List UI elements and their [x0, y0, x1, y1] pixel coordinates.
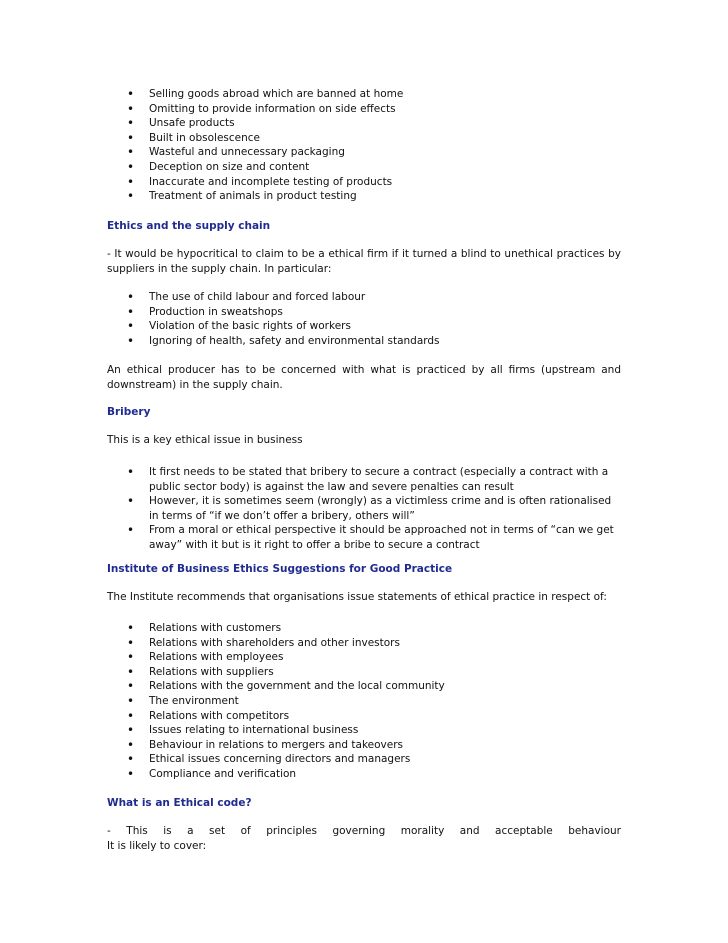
list-item-text: Relations with shareholders and other investors	[149, 636, 400, 649]
list-item	[107, 131, 621, 146]
bullet-icon: •	[127, 145, 135, 160]
list-item	[107, 679, 621, 694]
list-item	[107, 723, 621, 738]
list-item	[107, 694, 621, 709]
list-item-text: Deception on size and content	[149, 160, 310, 173]
list-item-text: Violation of the basic rights of workers	[149, 320, 351, 333]
list-item	[107, 334, 621, 349]
list-item	[107, 709, 621, 724]
list-item	[107, 665, 621, 680]
heading-institute: Institute of Business Ethics Suggestions for Good Practice	[107, 563, 453, 575]
bullet-icon: •	[127, 621, 135, 635]
bullet-icon: •	[127, 752, 135, 767]
list-item-text: The use of child labour and forced labour	[149, 291, 366, 303]
list-item-text: It first needs to be stated that bribery to secure a contract (especially a contract with a public sector body) is against the law and severe penalties can result	[149, 466, 609, 493]
bullet-icon: •	[127, 465, 135, 479]
list-item-text: Relations with employees	[149, 651, 284, 664]
list-item	[107, 87, 621, 102]
heading-bribery: Bribery	[107, 406, 151, 418]
bribery-intro: This is a key ethical issue in business	[107, 434, 303, 446]
list-item	[107, 102, 621, 117]
list-item	[107, 189, 621, 204]
bullet-icon: •	[127, 523, 135, 538]
supply-chain-list	[107, 290, 621, 348]
list-item-text: From a moral or ethical perspective it should be approached not in terms of “can we get away” with it but is it right to offer a bribe to secure a contract	[149, 524, 614, 551]
list-item	[107, 767, 621, 782]
bullet-icon: •	[127, 319, 135, 334]
list-item-text: Unsafe products	[149, 117, 235, 130]
list-item-text: Ethical issues concerning directors and managers	[149, 753, 411, 766]
list-item	[107, 636, 621, 651]
bullet-icon: •	[127, 101, 135, 116]
bullet-icon: •	[127, 708, 135, 723]
list-item-text: Selling goods abroad which are banned at home	[149, 88, 404, 100]
list-item-text: Relations with competitors	[149, 709, 290, 722]
list-item-text: Treatment of animals in product testing	[149, 190, 357, 203]
bullet-icon: •	[127, 737, 135, 752]
bullet-icon: •	[127, 290, 135, 304]
list-item-text: Relations with suppliers	[149, 665, 274, 678]
bullet-icon: •	[127, 664, 135, 679]
list-item-text: Inaccurate and incomplete testing of products	[149, 175, 393, 188]
bullet-icon: •	[127, 174, 135, 189]
list-item-text: Relations with customers	[149, 622, 282, 634]
institute-intro: The Institute recommends that organisations issue statements of ethical practice in respect of:	[107, 591, 607, 603]
ethical-code-line2: It is likely to cover:	[107, 840, 207, 852]
list-item	[107, 465, 621, 494]
list-item	[107, 650, 621, 665]
supply-chain-intro: - It would be hypocritical to claim to be a ethical firm if it turned a blind to unethical practices by suppliers in the supply chain. In particular:	[107, 248, 621, 275]
list-item	[107, 752, 621, 767]
list-item	[107, 494, 621, 523]
list-item	[107, 523, 621, 552]
heading-supply-chain: Ethics and the supply chain	[107, 220, 271, 232]
list-item-text: Production in sweatshops	[149, 305, 283, 318]
ethical-code-line1: - This is a set of principles governing morality and acceptable behaviour	[107, 825, 621, 837]
supply-chain-outro: An ethical producer has to be concerned with what is practiced by all firms (upstream and downstream) in the supply chain.	[107, 364, 621, 391]
list-item	[107, 738, 621, 753]
bullet-icon: •	[127, 116, 135, 131]
list-item	[107, 175, 621, 190]
bullet-icon: •	[127, 679, 135, 694]
list-item-text: Relations with the government and the local community	[149, 680, 445, 693]
bullet-icon: •	[127, 189, 135, 204]
list-item	[107, 160, 621, 175]
institute-list	[107, 621, 621, 782]
list-item	[107, 145, 621, 160]
bribery-list	[107, 465, 621, 553]
list-item-text: Compliance and verification	[149, 767, 297, 780]
bullet-icon: •	[127, 159, 135, 174]
bullet-icon: •	[127, 333, 135, 348]
list-item-text: Issues relating to international business	[149, 724, 359, 737]
bullet-icon: •	[127, 87, 135, 101]
product-ethics-list	[107, 87, 621, 204]
bullet-icon: •	[127, 650, 135, 665]
list-item	[107, 319, 621, 334]
list-item	[107, 305, 621, 320]
list-item-text: Ignoring of health, safety and environmental standards	[149, 334, 440, 347]
list-item-text: The environment	[149, 694, 239, 707]
list-item-text: However, it is sometimes seem (wrongly) as a victimless crime and is often rationalised in terms of “if we don’t offer a bribery, others will”	[149, 495, 612, 522]
list-item	[107, 290, 621, 305]
heading-ethical-code: What is an Ethical code?	[107, 797, 252, 809]
list-item-text: Built in obsolescence	[149, 131, 261, 144]
list-item	[107, 116, 621, 131]
bullet-icon: •	[127, 723, 135, 738]
list-item-text: Wasteful and unnecessary packaging	[149, 146, 345, 159]
bullet-icon: •	[127, 494, 135, 509]
bullet-icon: •	[127, 635, 135, 650]
bullet-icon: •	[127, 693, 135, 708]
bullet-icon: •	[127, 766, 135, 781]
list-item-text: Omitting to provide information on side effects	[149, 102, 396, 115]
bullet-icon: •	[127, 304, 135, 319]
bullet-icon: •	[127, 130, 135, 145]
list-item	[107, 621, 621, 636]
list-item-text: Behaviour in relations to mergers and takeovers	[149, 738, 403, 751]
